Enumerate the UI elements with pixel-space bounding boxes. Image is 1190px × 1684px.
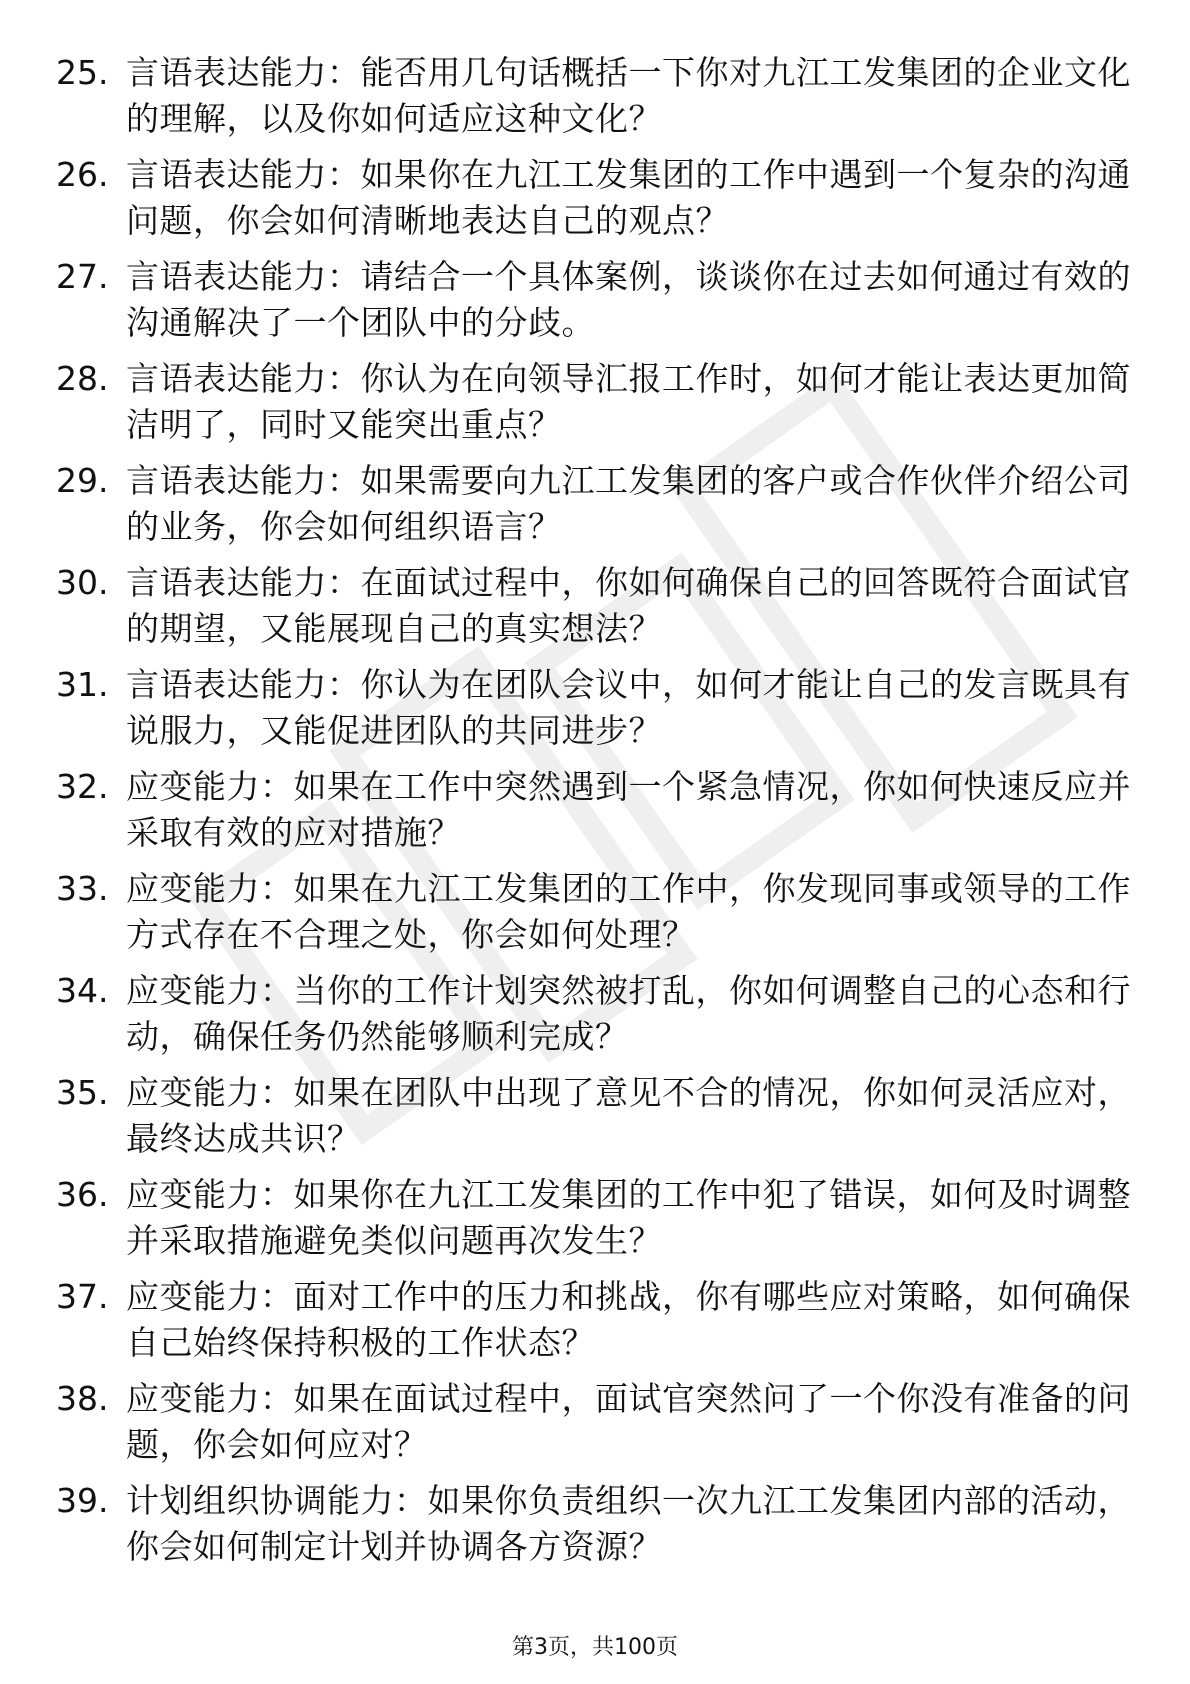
question-text: 言语表达能力：你认为在向领导汇报工作时，如何才能让表达更加简洁明了，同时又能突出重点？: [126, 359, 1131, 444]
question-item: [56, 1376, 1136, 1478]
question-item: [56, 1274, 1136, 1376]
question-item: [56, 764, 1136, 866]
question-text: 应变能力：如果在面试过程中，面试官突然问了一个你没有准备的问题，你会如何应对？: [126, 1379, 1131, 1464]
question-text: 言语表达能力：如果需要向九江工发集团的客户或合作伙伴介绍公司的业务，你会如何组织语言？: [126, 461, 1131, 546]
question-item: [56, 1172, 1136, 1274]
question-text: 应变能力：如果在工作中突然遇到一个紧急情况，你如何快速反应并采取有效的应对措施？: [126, 767, 1131, 852]
question-item: [56, 866, 1136, 968]
question-item: [56, 560, 1136, 662]
question-text: 言语表达能力：你认为在团队会议中，如何才能让自己的发言既具有说服力，又能促进团队的共同进步？: [126, 665, 1131, 750]
question-text: 应变能力：面对工作中的压力和挑战，你有哪些应对策略，如何确保自己始终保持积极的工作状态？: [126, 1277, 1131, 1362]
page-number-footer: 第3页，共100页: [512, 1635, 678, 1660]
question-text: 计划组织协调能力：如果你负责组织一次九江工发集团内部的活动，你会如何制定计划并协调各方资源？: [126, 1481, 1131, 1566]
question-number: 28.: [56, 359, 109, 398]
question-number: 26.: [56, 155, 109, 194]
question-item: [56, 1478, 1136, 1580]
question-item: [56, 662, 1136, 764]
question-number: 35.: [56, 1073, 109, 1112]
question-text: 应变能力：如果你在九江工发集团的工作中犯了错误，如何及时调整并采取措施避免类似问题再次发生？: [126, 1175, 1131, 1260]
question-number: 32.: [56, 767, 109, 806]
question-number: 38.: [56, 1379, 109, 1418]
question-item: [56, 458, 1136, 560]
question-text: 言语表达能力：如果你在九江工发集团的工作中遇到一个复杂的沟通问题，你会如何清晰地表达自己的观点？: [126, 155, 1131, 240]
question-item: [56, 254, 1136, 356]
question-number: 37.: [56, 1277, 109, 1316]
question-text: 应变能力：如果在团队中出现了意见不合的情况，你如何灵活应对，最终达成共识？: [126, 1073, 1131, 1158]
question-text: 言语表达能力：能否用几句话概括一下你对九江工发集团的企业文化的理解，以及你如何适应这种文化？: [126, 53, 1131, 138]
question-text: 应变能力：如果在九江工发集团的工作中，你发现同事或领导的工作方式存在不合理之处，你会如何处理？: [126, 869, 1131, 954]
question-item: [56, 152, 1136, 254]
question-number: 31.: [56, 665, 109, 704]
question-number: 33.: [56, 869, 109, 908]
question-item: [56, 50, 1136, 152]
question-number: 34.: [56, 971, 109, 1010]
question-text: 应变能力：当你的工作计划突然被打乱，你如何调整自己的心态和行动，确保任务仍然能够顺利完成？: [126, 971, 1131, 1056]
question-number: 25.: [56, 53, 109, 92]
question-number: 36.: [56, 1175, 109, 1214]
question-number: 39.: [56, 1481, 109, 1520]
question-text: 言语表达能力：在面试过程中，你如何确保自己的回答既符合面试官的期望，又能展现自己的真实想法？: [126, 563, 1131, 648]
question-number: 29.: [56, 461, 109, 500]
question-item: [56, 356, 1136, 458]
question-item: [56, 1070, 1136, 1172]
question-number: 27.: [56, 257, 109, 296]
question-number: 30.: [56, 563, 109, 602]
question-item: [56, 968, 1136, 1070]
question-list: [56, 50, 1136, 1580]
question-text: 言语表达能力：请结合一个具体案例，谈谈你在过去如何通过有效的沟通解决了一个团队中的分歧。: [126, 257, 1131, 342]
